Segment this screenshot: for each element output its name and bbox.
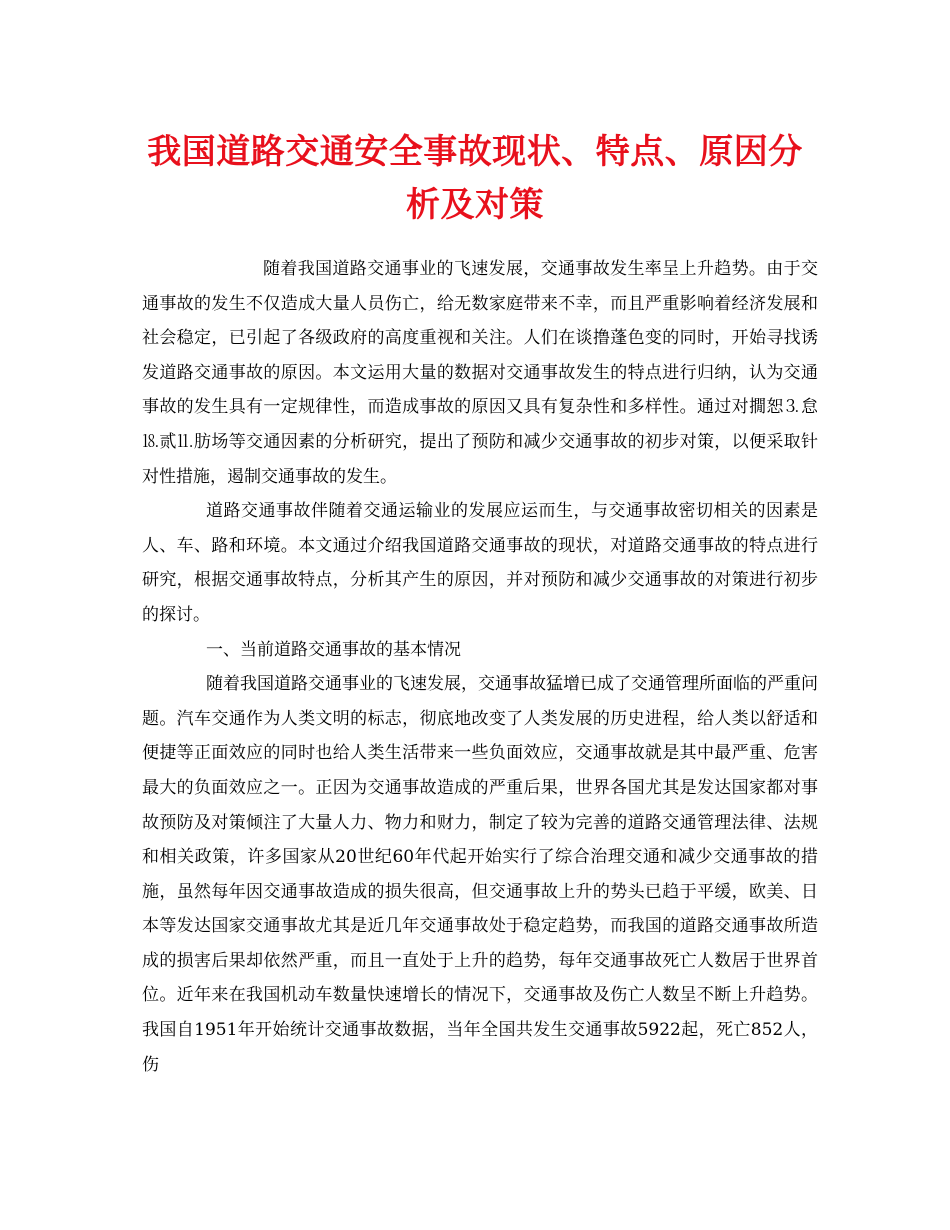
document-body (142, 252, 818, 1082)
section-heading: 一、当前道路交通事故的基本情况 (206, 639, 461, 660)
title-line-2: 析及对策 (406, 185, 544, 225)
intro-paragraph: 道路交通事故伴随着交通运输业的发展应运而生，与交通事故密切相关的因素是人、车、路和环境。本文通过介绍我国道路交通事故的现状，对道路交通事故的特点进行研究，根据交通事故特点，分析其产生的原因，并对预防和减少交通事故的对策进行初步的探讨。 (142, 501, 818, 625)
document-title (120, 126, 830, 232)
body-paragraph: 随着我国道路交通事业的飞速发展，交通事故猛增已成了交通管理所面临的严重问题。汽车交通作为人类文明的标志，彻底地改变了人类发展的历史进程，给人类以舒适和便捷等正面效应的同时也给人类生活带来一些负面效应，交通事故就是其中最严重、危害最大的负面效应之一。正因为交通事故造成的严重后果，世界各国尤其是发达国家都对事故预防及对策倾注了大量人力、物力和财力，制定了较为完善的道路交通管理法律、法规和相关政策，许多国家从20世纪60年代起开始实行了综合治理交通和减少交通事故的措施，虽然每年因交通事故造成的损失很高，但交通事故上升的势头已趋于平缓，欧美、日本等发达国家交通事故尤其是近几年交通事故处于稳定趋势，而我国的道路交通事故所造成的损害后果却依然严重，而且一直处于上升的趋势，每年交通事故死亡人数居于世界首位。近年来在我国机动车数量快速增长的情况下，交通事故及伤亡人数呈不断上升趋势。我国自1951年开始统计交通事故数据，当年全国共发生交通事故5922起，死亡852人，伤 (142, 674, 818, 1075)
abstract-paragraph: 随着我国道路交通事业的飞速发展，交通事故发生率呈上升趋势。由于交通事故的发生不仅造成大量人员伤亡，给无数家庭带来不幸，而且严重影响着经济发展和社会稳定，已引起了各级政府的高度重视和关注。人们在谈撸蓬色变的同时，开始寻找诱发道路交通事故的原因。本文运用大量的数据对交通事故发生的特点进行归纳，认为交通事故的发生具有一定规律性，而造成事故的原因又具有复杂性和多样性。通过对撊恕⒊怠⒙贰⒒肪场等交通因素的分析研究，提出了预防和减少交通事故的初步对策，以便采取针对性措施，遏制交通事故的发生。 (142, 259, 818, 487)
title-line-1: 我国道路交通安全事故现状、特点、原因分 (147, 132, 803, 172)
